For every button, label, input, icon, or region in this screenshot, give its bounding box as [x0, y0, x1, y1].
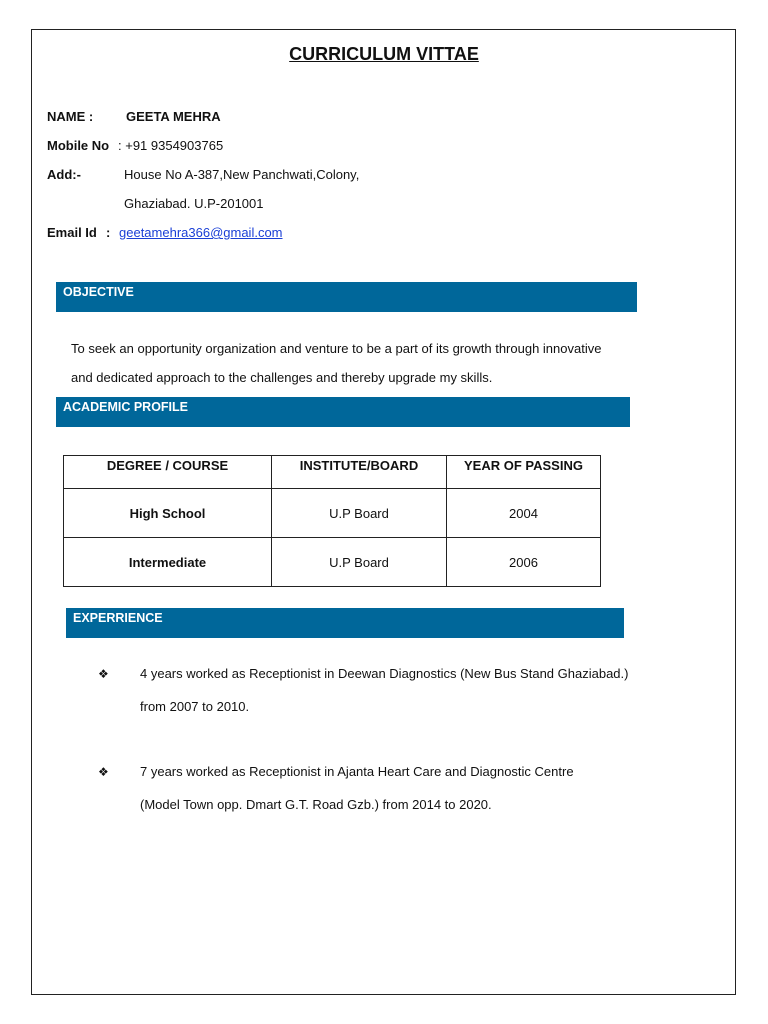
- document-title: CURRICULUM VITTAE: [289, 44, 479, 64]
- experience-item-2-line-1: 7 years worked as Receptionist in Ajanta Heart Care and Diagnostic Centre: [140, 764, 574, 779]
- objective-heading: [56, 282, 637, 312]
- experience-heading-text: EXPERRIENCE: [73, 611, 163, 625]
- column-header-year: YEAR OF PASSING: [447, 456, 601, 489]
- experience-item-1-line-2: from 2007 to 2010.: [140, 699, 250, 714]
- column-header-institute: INSTITUTE/BOARD: [272, 456, 447, 489]
- table-row: [64, 538, 601, 587]
- address-line-2: Ghaziabad. U.P-201001: [124, 196, 264, 211]
- year-cell: 2004: [447, 489, 601, 538]
- name-value: GEETA MEHRA: [126, 109, 221, 124]
- degree-cell: High School: [64, 489, 272, 538]
- academic-table: [63, 455, 601, 587]
- academic-profile-heading: [56, 397, 630, 427]
- experience-heading: [66, 608, 624, 638]
- degree-cell: Intermediate: [64, 538, 272, 587]
- table-header-row: [64, 456, 601, 489]
- diamond-bullet-icon: ❖: [98, 765, 109, 779]
- institute-cell: U.P Board: [272, 489, 447, 538]
- mobile-label: Mobile No: [47, 138, 110, 153]
- academic-profile-heading-text: ACADEMIC PROFILE: [63, 400, 188, 414]
- column-header-degree: DEGREE / COURSE: [64, 456, 272, 489]
- name-label: NAME :: [47, 109, 94, 124]
- institute-cell: U.P Board: [272, 538, 447, 587]
- experience-item-2-line-2: (Model Town opp. Dmart G.T. Road Gzb.) from 2014 to 2020.: [140, 797, 492, 812]
- objective-heading-text: OBJECTIVE: [63, 285, 134, 299]
- year-cell: 2006: [447, 538, 601, 587]
- address-line-1: House No A-387,New Panchwati,Colony,: [124, 167, 360, 182]
- experience-item-1-line-1: 4 years worked as Receptionist in Deewan Diagnostics (New Bus Stand Ghaziabad.): [140, 666, 629, 681]
- address-label: Add:-: [47, 167, 81, 182]
- objective-line-2: and dedicated approach to the challenges and thereby upgrade my skills.: [71, 370, 493, 385]
- email-link[interactable]: geetamehra366@gmail.com: [119, 225, 283, 240]
- objective-line-1: To seek an opportunity organization and venture to be a part of its growth through innovative: [71, 341, 602, 356]
- email-label: Email Id: [47, 225, 97, 240]
- diamond-bullet-icon: ❖: [98, 667, 109, 681]
- email-separator: :: [106, 225, 111, 240]
- table-row: [64, 489, 601, 538]
- mobile-value: : +91 9354903765: [118, 138, 224, 153]
